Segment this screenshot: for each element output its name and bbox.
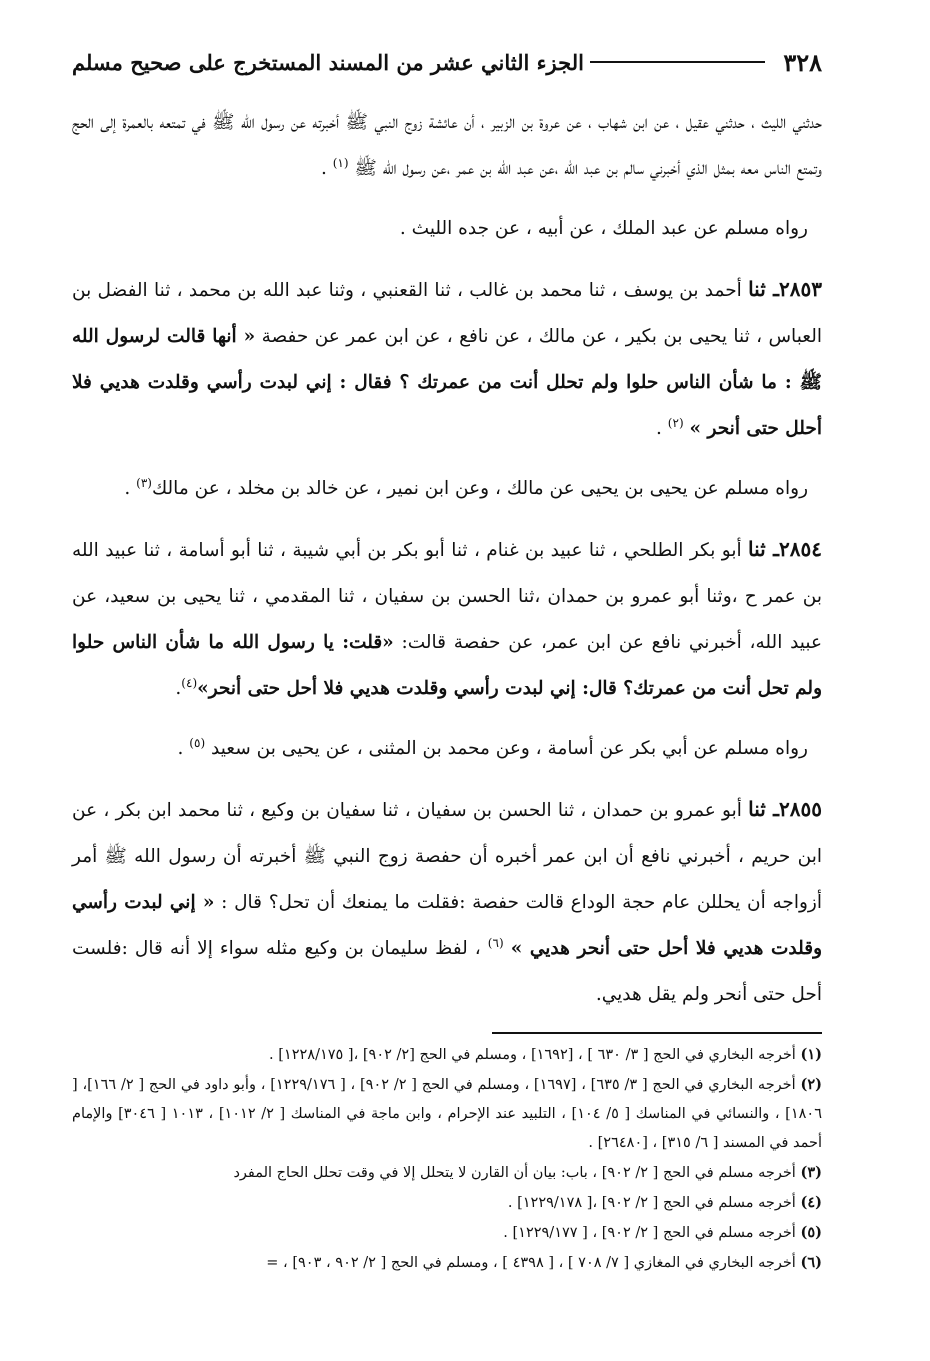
footnote bbox=[72, 1040, 822, 1070]
hadith-matn: « أنها قالت لرسول الله ﷺ : ما شأن الناس حلوا ولم تحلل أنت من عمرتك ؟ فقال : إني لبدت رأسي وقلدت هديي فلا أحلل حتى أنحر » bbox=[72, 326, 822, 439]
hadith-tha: ـ ثنا bbox=[748, 277, 779, 301]
footnote bbox=[72, 1188, 822, 1218]
footnote-number: (٢) bbox=[800, 1076, 823, 1093]
running-title: الجزء الثاني عشر من المسند المستخرج على صحيح مسلم bbox=[72, 49, 584, 75]
paragraph-source bbox=[72, 206, 822, 252]
paragraph-source: رواه مسلم عن يحيى بن يحيى عن مالك ، وعن ابن نمير ، عن خالد بن مخلد ، عن مالك$^{(٣)}$ . bbox=[124, 475, 808, 499]
footnote-text: أخرجه البخاري في المغازي [ ٧/ ٧٠٨ ] ، [ ٤٣٩٨ ] ، ومسلم في الحج [ ٢/ ٩٠٢ ، ٩٠٣] ، = bbox=[266, 1255, 796, 1271]
hadith-matn: «قلت: يا رسول الله ما شأن الناس حلوا ولم تحل أنت من عمرتك؟ قال: إني لبدت رأسي وقلدت هديي فلا أحل حتى أنحر» bbox=[72, 632, 822, 699]
footnote-ref: (٢) bbox=[667, 415, 684, 430]
hadith-tail: ، لفظ سليمان بن وكيع مثله سواء إلا أنه قال :فلست أحل حتى أنحر ولم يقل هديي. bbox=[72, 938, 822, 1005]
footnote-text: أخرجه البخاري في الحج [ ٣/ ٦٣٥] ، [١٦٩٧] ، ومسلم في الحج [ ٢/ ٩٠٢] ، [ ١٢٢٩/١٧٦] ، وأبو داود في الحج [ ٢/ ١٦٦]، [ ١٨٠٦] ، والنسائي في المناسك [ ٥/ ١٠٤] ، التلبيد عند الإحرام ، وابن ماجة في المناسك [ ٢/ ١٠١٢] ، ١٠١٣ [ ٣٠٤٦] والإمام أحمد في المسند [ ٦/ ٣١٥] ، [٢٦٤٨٠] . bbox=[72, 1077, 822, 1151]
footnote bbox=[72, 1070, 822, 1158]
hadith-2855 bbox=[72, 786, 822, 1018]
footnote-ref: (٤) bbox=[181, 675, 198, 690]
paragraph-text: رواه مسلم عن يحيى بن يحيى عن مالك ، وعن ابن نمير ، عن خالد بن مخلد ، عن مالك bbox=[151, 478, 808, 499]
footnote-text: أخرجه البخاري في الحج [ ٣/ ٦٣٠ ] ، [١٦٩٢] ، ومسلم في الحج [٢/ ٩٠٢] ،[ ١٢٢٨/١٧٥] . bbox=[269, 1047, 796, 1063]
footnote-number: (٤) bbox=[800, 1194, 822, 1211]
footnote-number: (٦) bbox=[800, 1254, 822, 1271]
footnote-ref: (٣) bbox=[136, 475, 152, 490]
footnote bbox=[72, 1158, 822, 1188]
footnote-number: (٣) bbox=[800, 1164, 822, 1181]
footnote-ref: (٥) bbox=[189, 735, 206, 750]
header-rule bbox=[590, 61, 765, 63]
main-text bbox=[72, 100, 822, 1018]
book-page bbox=[72, 40, 822, 1340]
hadith-number: ٢٨٥٥ bbox=[779, 797, 822, 821]
hadith-tha: ـ ثنا bbox=[748, 537, 780, 561]
footnote-ref: (١) bbox=[332, 155, 349, 170]
page-number: ٣٢٨ bbox=[783, 47, 822, 77]
footnote bbox=[72, 1248, 822, 1278]
paragraph-source: رواه مسلم عن أبي بكر عن أسامة ، وعن محمد بن المثنى ، عن يحيى بن سعيد $^{(٥)}$ . bbox=[177, 735, 808, 759]
hadith-isnad: أبو عمرو بن حمدان ، ثنا الحسن بن سفيان ، ثنا سفيان بن وكيع ، ثنا محمد ابن بكر ، عن ابن حريم ، أخبرني نافع أن ابن عمر أخبره أن حفصة زوج النبي ﷺ أخبرته أن رسول الله ﷺ أمر أزواجه أن يحللن عام حجة الوداع قالت حفصة :فقلت ما يمنعك أن تحل؟ قال : bbox=[72, 800, 822, 913]
hadith-2854: ٢٨٥٤ـ ثنا أبو بكر الطلحي ، ثنا عبيد بن غنام ، ثنا أبو بكر بن أبي شيبة ، ثنا أبو أسامة ، ثنا عبيد الله بن عمر ح ،وثنا أبو عمرو بن حمدان ،ثنا الحسن بن سفيان ، ثنا المقدمي ، ثنا يحيى بن سعيد، عن عبيد الله، أخبرني نافع عن ابن عمر، عن حفصة قالت: «قلت: يا رسول الله ما شأن الناس حلوا ولم تحل أنت من عمرتك؟ قال: إني لبدت رأسي وقلدت هديي فلا أحل حتى أنحر»$^{(٤)}$. bbox=[72, 537, 822, 699]
hadith-number: ٢٨٥٣ bbox=[779, 277, 822, 301]
hadith-2853: ٢٨٥٣ـ ثنا أحمد بن يوسف ، ثنا محمد بن غالب ، ثنا القعنبي ، وثنا عبد الله بن محمد ، ثنا الفضل بن العباس ، ثنا يحيى بن بكير ، عن مالك ، عن نافع ، عن ابن عمر عن حفصة « أنها قالت لرسول الله ﷺ : ما شأن الناس حلوا ولم تحلل أنت من عمرتك ؟ فقال : إني لبدت رأسي وقلدت هديي فلا أحلل حتى أنحر » $^{(٢)}$ . bbox=[72, 277, 822, 439]
footnote-number: (١) bbox=[800, 1046, 822, 1063]
footnote-number: (٥) bbox=[800, 1224, 822, 1241]
hadith-isnad: أبو بكر الطلحي ، ثنا عبيد بن غنام ، ثنا أبو بكر بن أبي شيبة ، ثنا أبو أسامة ، ثنا عبيد الله بن عمر ح ،وثنا أبو عمرو بن حمدان ،ثنا الحسن بن سفيان ، ثنا المقدمي ، ثنا يحيى بن سعيد، عن عبيد الله، أخبرني نافع عن ابن عمر، عن حفصة قالت: bbox=[72, 540, 822, 653]
hadith-number: ٢٨٥٤ bbox=[779, 537, 822, 561]
paragraph-text: رواه مسلم عن أبي بكر عن أسامة ، وعن محمد بن المثنى ، عن يحيى بن سعيد bbox=[211, 738, 808, 759]
footnotes bbox=[72, 1040, 822, 1278]
footnote-separator bbox=[492, 1032, 822, 1034]
footnote-text: أخرجه مسلم في الحج [ ٢/ ٩٠٢] ،[ ١٢٢٩/١٧٨] . bbox=[507, 1195, 796, 1211]
footnote bbox=[72, 1218, 822, 1248]
paragraph-text: رواه مسلم عن عبد الملك ، عن أبيه ، عن جده الليث . bbox=[399, 218, 808, 239]
paragraph-isnad-continuation: حدثني الليث ، حدثني عقيل ، عن ابن شهاب ، عن عروة بن الزبير ، أن عائشة زوج النبي ﷺ أخبرته عن رسول الله ﷺ في تمتعه بالعمرة إلى الحج وتمتع الناس معه بمثل الذي أخبرني سالم بن عبد الله ،عن عبد الله بن عمر ،عن رسول الله ﷺ $^{(١)}$ . bbox=[72, 112, 822, 179]
page-header bbox=[72, 40, 822, 84]
hadith-tha: ـ ثنا bbox=[748, 797, 780, 821]
footnote-text: أخرجه مسلم في الحج [ ٢/ ٩٠٢] ، باب: بيان أن القارن لا يتحلل إلا في وقت تحلل الحاج المفرد bbox=[233, 1165, 796, 1181]
footnote-ref: (٦) bbox=[487, 935, 504, 950]
footnote-text: أخرجه مسلم في الحج [ ٢/ ٩٠٢] ، [ ١٢٢٩/١٧٧] . bbox=[503, 1225, 796, 1241]
hadith-isnad: أحمد بن يوسف ، ثنا محمد بن غالب ، ثنا القعنبي ، وثنا عبد الله بن محمد ، ثنا الفضل بن العباس ، ثنا يحيى بن بكير ، عن مالك ، عن نافع ، عن ابن عمر عن حفصة bbox=[72, 280, 822, 347]
paragraph-text: حدثني الليث ، حدثني عقيل ، عن ابن شهاب ، عن عروة بن الزبير ، أن عائشة زوج النبي ﷺ أخبرته عن رسول الله ﷺ في تمتعه بالعمرة إلى الحج وتمتع الناس معه بمثل الذي أخبرني سالم بن عبد الله ،عن عبد الله بن عمر ،عن رسول الله ﷺ bbox=[72, 112, 822, 179]
hadith-matn: « إني لبدت رأسي وقلدت هديي فلا أحل حتى أنحر هديي » bbox=[72, 892, 822, 959]
